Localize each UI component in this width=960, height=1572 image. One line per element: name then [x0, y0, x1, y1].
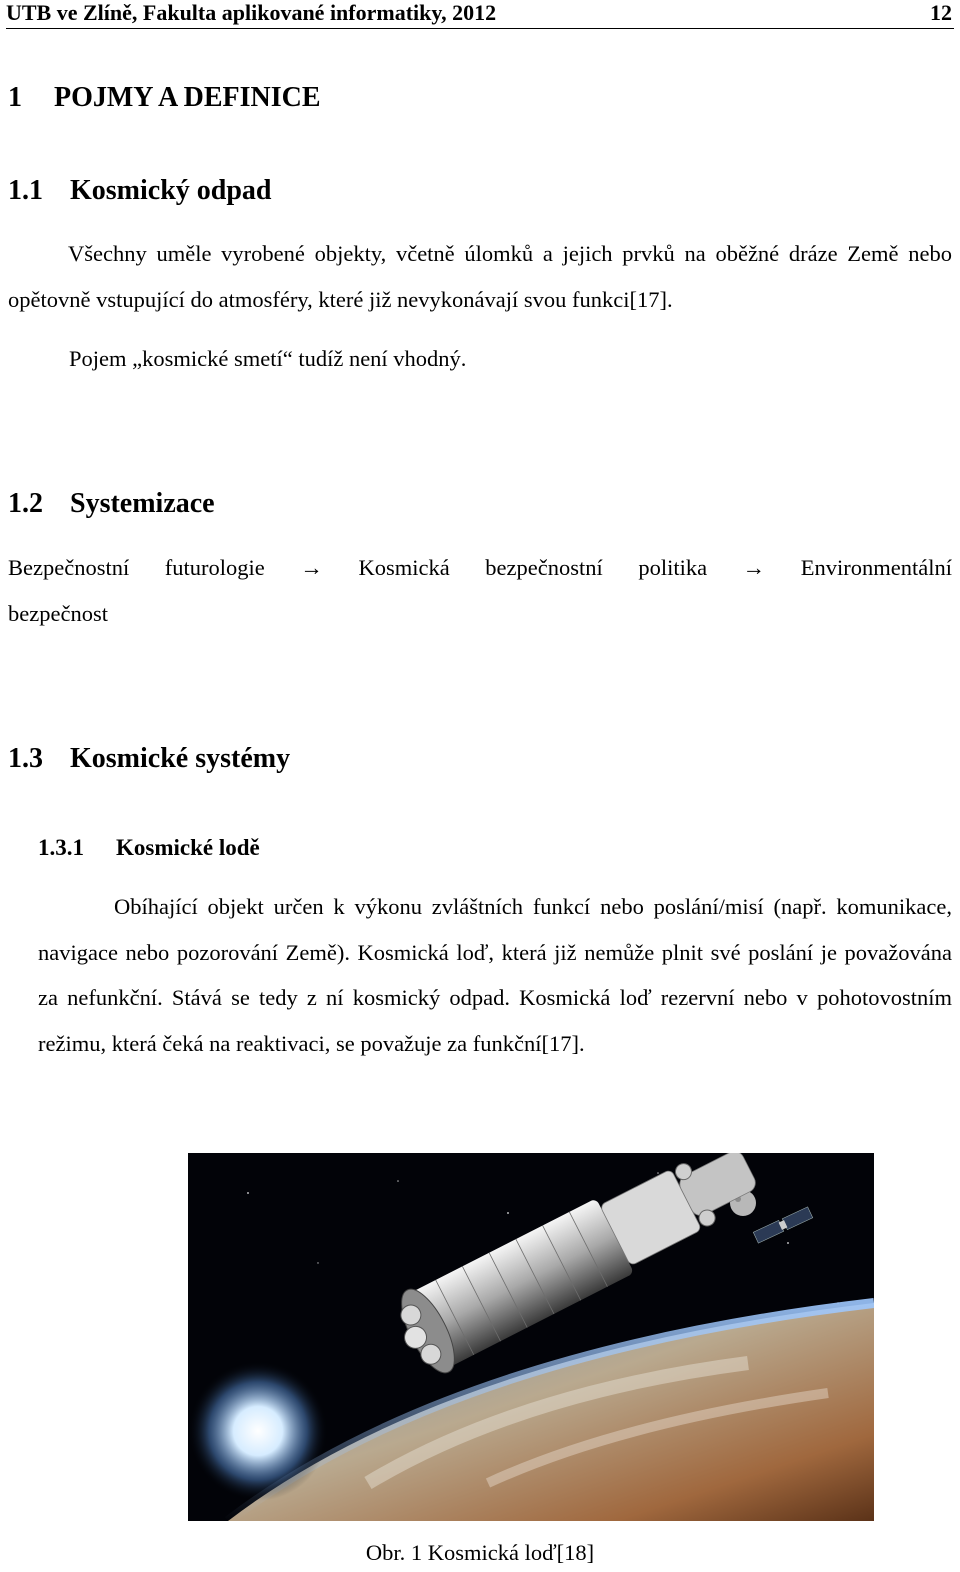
spacecraft-orbit-icon: [188, 1153, 874, 1521]
subsection-heading-1-3-1: [38, 833, 260, 863]
paragraph-kosmicke-lode: [38, 884, 952, 1066]
paragraph-text: Všechny uměle vyrobené objekty, včetně úlomků a jejich prvků na oběžné dráze Země nebo opětovně vstupující do atmosféry, které již nevykonávají svou funkci[17].: [8, 241, 952, 312]
figure-caption: Obr. 1 Kosmická loď[18]: [365, 1540, 595, 1565]
section-title: Systemizace: [70, 488, 215, 519]
page-header: [6, 0, 954, 29]
section-number: 1.2: [8, 488, 43, 519]
section-heading-1-1: [8, 173, 272, 209]
paragraph-text: Bezpečnostní futurologie → Kosmická bezpečnostní politika → Environmentální bezpečnost: [8, 555, 952, 626]
paragraph-text: Pojem „kosmické smetí“ tudíž není vhodný.: [69, 346, 467, 371]
subsection-title: Kosmické lodě: [116, 835, 260, 860]
paragraph-kosmicky-odpad: [8, 231, 952, 322]
spacecraft-image: [188, 1153, 874, 1521]
paragraph-systemizace: [8, 545, 952, 636]
section-heading-1-3: [8, 741, 290, 777]
chapter-number: 1: [8, 82, 22, 113]
section-number: 1.1: [8, 175, 43, 206]
section-title: Kosmické systémy: [70, 743, 291, 774]
paragraph-pojem: [69, 336, 949, 382]
paragraph-text: Obíhající objekt určen k výkonu zvláštních funkcí nebo poslání/misí (např. komunikace, navigace nebo pozorování Země). Kosmická loď, která již nemůže plnit své poslání je považována za nefunkční. Stává se tedy z ní kosmický odpad. Kosmická loď rezervní nebo v pohotovostním režimu, která čeká na reaktivaci, se považuje za funkční[17].: [38, 894, 952, 1056]
chapter-heading: [8, 80, 321, 116]
header-title: UTB ve Zlíně, Fakulta aplikované informatiky, 2012: [6, 0, 497, 25]
chapter-title: POJMY A DEFINICE: [54, 82, 321, 113]
section-heading-1-2: [8, 486, 215, 522]
page-number: 12: [930, 0, 952, 25]
section-number: 1.3: [8, 743, 43, 774]
subsection-number: 1.3.1: [38, 835, 84, 860]
section-title: Kosmický odpad: [70, 175, 272, 206]
